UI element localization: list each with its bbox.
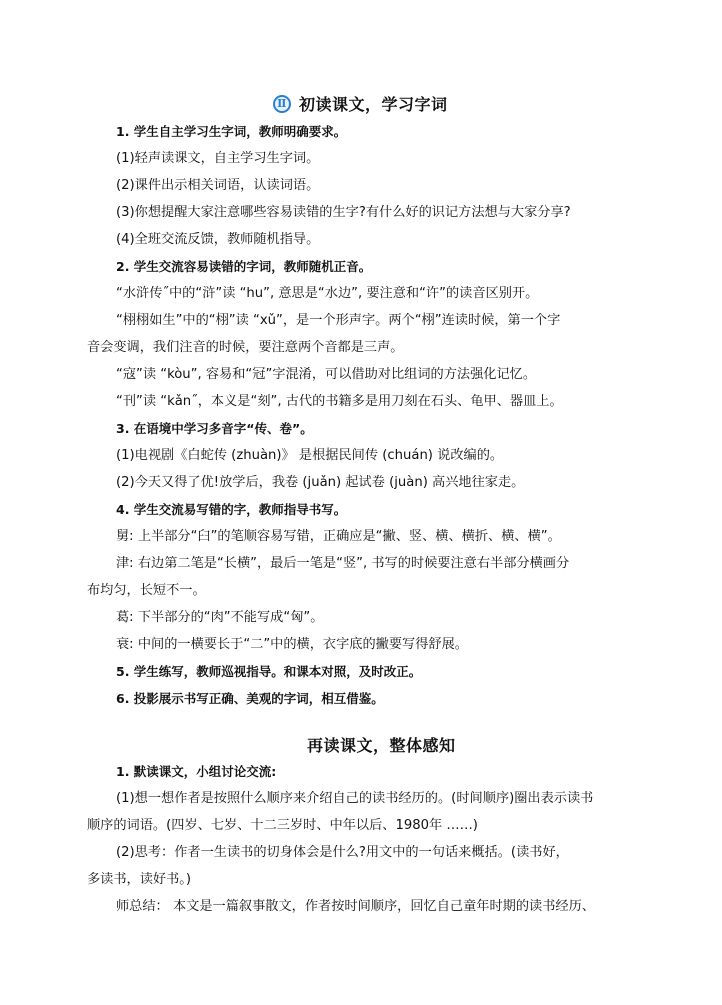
text-line: 葛: 下半部分的“肉”不能写成“匈”。 — [116, 610, 324, 625]
text-line: “栩栩如生”中的“栩”读 “xǔ”，是一个形声字。两个“栩”连读时候，第一个字 — [116, 313, 561, 328]
text-line: (1)轻声读课文，自主学习生字词。 — [116, 151, 320, 166]
section-number-badge: Ⅱ — [273, 95, 291, 113]
text-line: (1)想一想作者是按照什么顺序来介绍自己的读书经历的。(时间顺序)圈出表示读书 — [116, 791, 594, 806]
step-heading: 1. 默读课文，小组讨论交流: — [116, 764, 277, 779]
section-title: 初读课文，学习字词 — [299, 95, 448, 114]
step-heading: 4. 学生交流易写错的字，教师指导书写。 — [116, 502, 347, 517]
text-line: “水浒传˝中的“浒”读 “hu”, 意思是“水边”, 要注意和“许”的读音区别开。 — [116, 286, 539, 301]
step-heading: 3. 在语境中学习多音字“传、卷”。 — [116, 421, 313, 436]
text-line: (3)你想提醒大家注意哪些容易读错的生字?有什么好的识记方法想与大家分享? — [116, 205, 571, 220]
step-heading: 6. 投影展示书写正确、美观的字词，相互借鉴。 — [116, 691, 384, 706]
step-heading: 5. 学生练写，教师巡视指导。和课本对照，及时改正。 — [116, 664, 422, 679]
section-heading-1 — [273, 92, 448, 115]
text-line: 多读书，读好书。) — [87, 872, 192, 887]
text-line: (2)课件出示相关词语，认读词语。 — [116, 178, 320, 193]
text-line: (1)电视剧《白蛇传 (zhuàn)》 是根据民间传 (chuán) 说改编的。 — [116, 448, 504, 463]
section-title: 再读课文，整体感知 — [307, 736, 456, 755]
text-line: 津: 右边第二笔是“长横”，最后一笔是“竖”, 书写的时候要注意右半部分横画分 — [116, 556, 570, 571]
step-heading: 2. 学生交流容易读错的字词，教师随机正音。 — [116, 259, 372, 274]
section-heading-2 — [307, 733, 456, 756]
text-line: 布均匀，长短不一。 — [87, 583, 206, 598]
text-line: 师总结： 本文是一篇叙事散文，作者按时间顺序，回忆自己童年时期的读书经历、 — [116, 899, 595, 914]
text-line: 顺序的词语。(四岁、七岁、十二三岁时、中年以后、1980年 ……) — [87, 818, 478, 833]
text-line: (2)思考：作者一生读书的切身体会是什么?用文中的一句话来概括。(读书好， — [116, 845, 569, 860]
text-line: “寇”读 “kòu”, 容易和“冠”字混淆，可以借助对比组词的方法强化记忆。 — [116, 367, 537, 382]
text-line: (2)今天又得了优!放学后，我卷 (juǎn) 起试卷 (juàn) 高兴地往家走。 — [116, 475, 525, 490]
text-line: 音会变调，我们注音的时候，要注意两个音都是三声。 — [87, 340, 404, 355]
text-line: 衰: 中间的一横要长于“二”中的横，衣字底的撇要写得舒展。 — [116, 637, 468, 652]
text-line: (4)全班交流反馈，教师随机指导。 — [116, 232, 320, 247]
text-line: 舅: 上半部分“臼”的笔顺容易写错，正确应是“撇、竖、横、横折、横、横”。 — [116, 529, 561, 544]
text-line: “刊”读 “kǎn˝，本义是“刻”, 古代的书籍多是用刀刻在石头、龟甲、器皿上。 — [116, 394, 563, 409]
step-heading: 1. 学生自主学习生字词，教师明确要求。 — [116, 124, 347, 139]
